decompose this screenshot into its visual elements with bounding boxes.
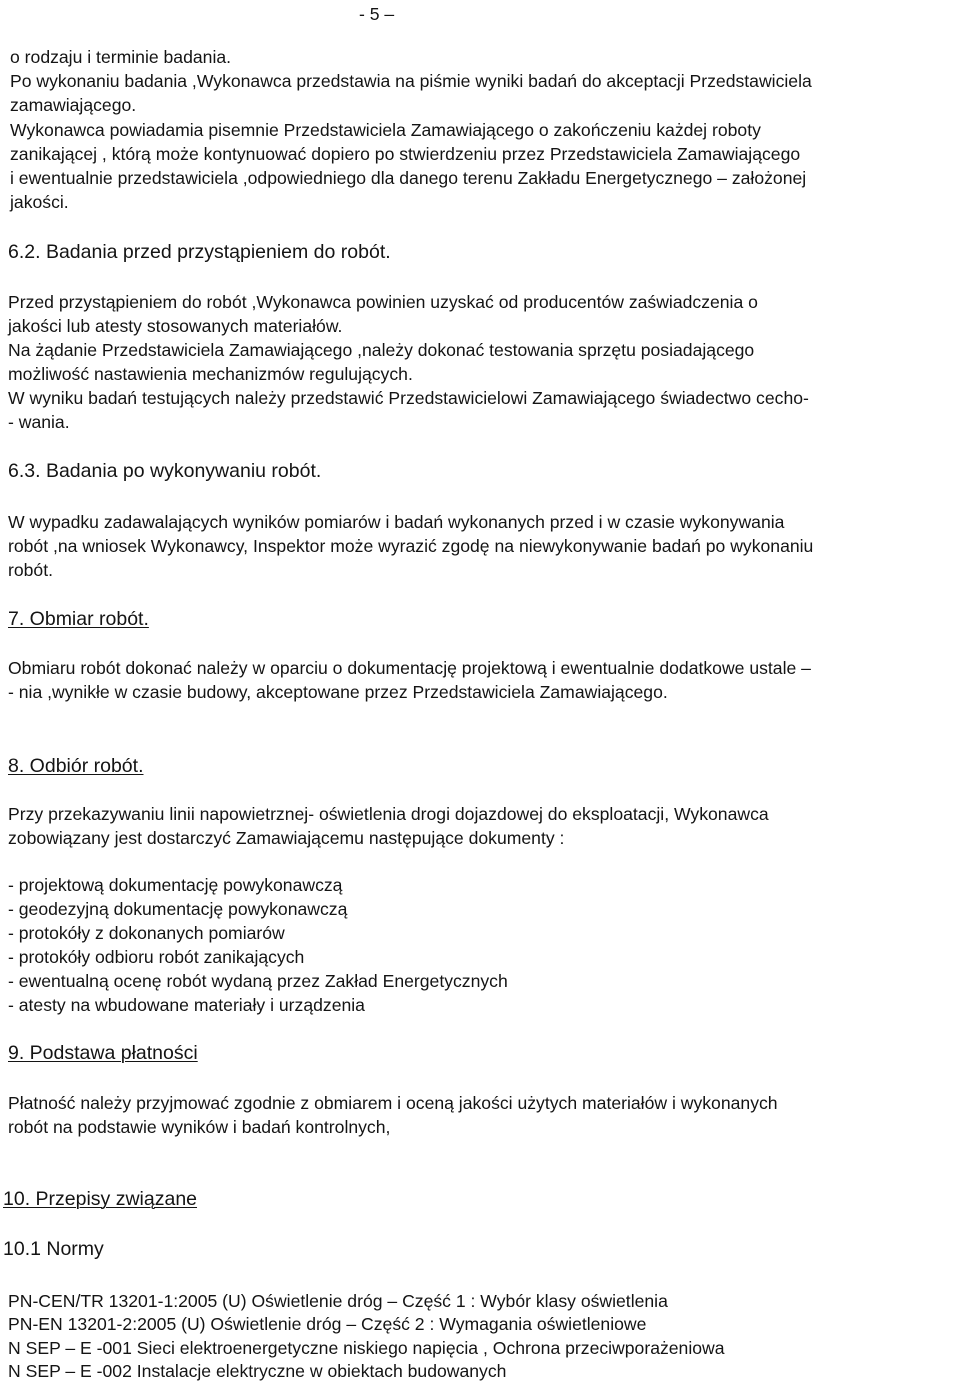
text-line: zobowiązany jest dostarczyć Zamawiającemu następujące dokumenty : xyxy=(8,828,565,848)
text-line: Przy przekazywaniu linii napowietrznej- oświetlenia drogi dojazdowej do eksploatacji, Wykonawca xyxy=(8,804,769,824)
subsection-heading-10-1: 10.1 Normy xyxy=(3,1238,104,1260)
page-number: - 5 – xyxy=(359,4,395,24)
section-heading-6-2: 6.2. Badania przed przystąpieniem do robót. xyxy=(8,241,391,263)
text-line: robót ,na wniosek Wykonawcy, Inspektor może wyrazić zgodę na niewykonywanie badań po wykonaniu xyxy=(8,536,814,556)
text-line: - nia ,wynikłe w czasie budowy, akceptowane przez Przedstawiciela Zamawiającego. xyxy=(8,682,668,702)
text-line: zanikającej , którą może kontynuować dopiero po stwierdzeniu przez Przedstawiciela Zamawiającego xyxy=(10,144,801,164)
text-line: o rodzaju i terminie badania. xyxy=(10,47,232,67)
section-heading-6-3: 6.3. Badania po wykonywaniu robót. xyxy=(8,460,322,482)
text-line: jakości lub atesty stosowanych materiałów. xyxy=(8,316,343,336)
list-item: - atesty na wbudowane materiały i urządzenia xyxy=(8,995,365,1015)
section-heading-7: 7. Obmiar robót. xyxy=(8,608,149,630)
list-item: - protokóły odbioru robót zanikających xyxy=(8,947,305,967)
text-line: możliwość nastawienia mechanizmów regulujących. xyxy=(8,364,413,384)
text-line: Na żądanie Przedstawiciela Zamawiającego ,należy dokonać testowania sprzętu posiadającego xyxy=(8,340,755,360)
text-line: jakości. xyxy=(10,192,69,212)
text-line: W wyniku badań testujących należy przedstawić Przedstawicielowi Zamawiającego świadectwo cecho- xyxy=(8,388,809,408)
text-line: Wykonawca powiadamia pisemnie Przedstawiciela Zamawiającego o zakończeniu każdej roboty xyxy=(10,120,761,140)
norm-item: PN-EN 13201-2:2005 (U) Oświetlenie dróg – Część 2 : Wymagania oświetleniowe xyxy=(8,1314,647,1334)
list-item: - protokóły z dokonanych pomiarów xyxy=(8,923,285,943)
text-line: robót na podstawie wyników i badań kontrolnych, xyxy=(8,1117,391,1137)
text-line: W wypadku zadawalających wyników pomiarów i badań wykonanych przed i w czasie wykonywania xyxy=(8,512,785,532)
text-line: Przed przystąpieniem do robót ,Wykonawca powinien uzyskać od producentów zaświadczenia o xyxy=(8,292,758,312)
norm-item: PN-CEN/TR 13201-1:2005 (U) Oświetlenie dróg – Część 1 : Wybór klasy oświetlenia xyxy=(8,1291,668,1311)
list-item: - projektową dokumentację powykonawczą xyxy=(8,875,343,895)
text-line: Po wykonaniu badania ,Wykonawca przedstawia na piśmie wyniki badań do akceptacji Przedstawiciela xyxy=(10,71,812,91)
list-item: - geodezyjną dokumentację powykonawczą xyxy=(8,899,348,919)
text-line: - wania. xyxy=(8,412,70,432)
text-line: Obmiaru robót dokonać należy w oparciu o dokumentację projektową i ewentualnie dodatkowe ustale – xyxy=(8,658,811,678)
section-heading-8: 8. Odbiór robót. xyxy=(8,755,144,777)
norm-item: N SEP – E -002 Instalacje elektryczne w obiektach budowanych xyxy=(8,1361,507,1381)
text-line: zamawiającego. xyxy=(10,95,137,115)
list-item: - ewentualną ocenę robót wydaną przez Zakład Energetycznych xyxy=(8,971,508,991)
section-heading-9: 9. Podstawa płatności xyxy=(8,1042,198,1064)
text-line: i ewentualnie przedstawiciela ,odpowiedniego dla danego terenu Zakładu Energetycznego – założonej xyxy=(10,168,807,188)
text-line: Płatność należy przyjmować zgodnie z obmiarem i oceną jakości użytych materiałów i wykonanych xyxy=(8,1093,778,1113)
text-line: robót. xyxy=(8,560,53,580)
norm-item: N SEP – E -001 Sieci elektroenergetyczne niskiego napięcia , Ochrona przeciwporażeniowa xyxy=(8,1338,725,1358)
section-heading-10: 10. Przepisy związane xyxy=(3,1188,198,1210)
